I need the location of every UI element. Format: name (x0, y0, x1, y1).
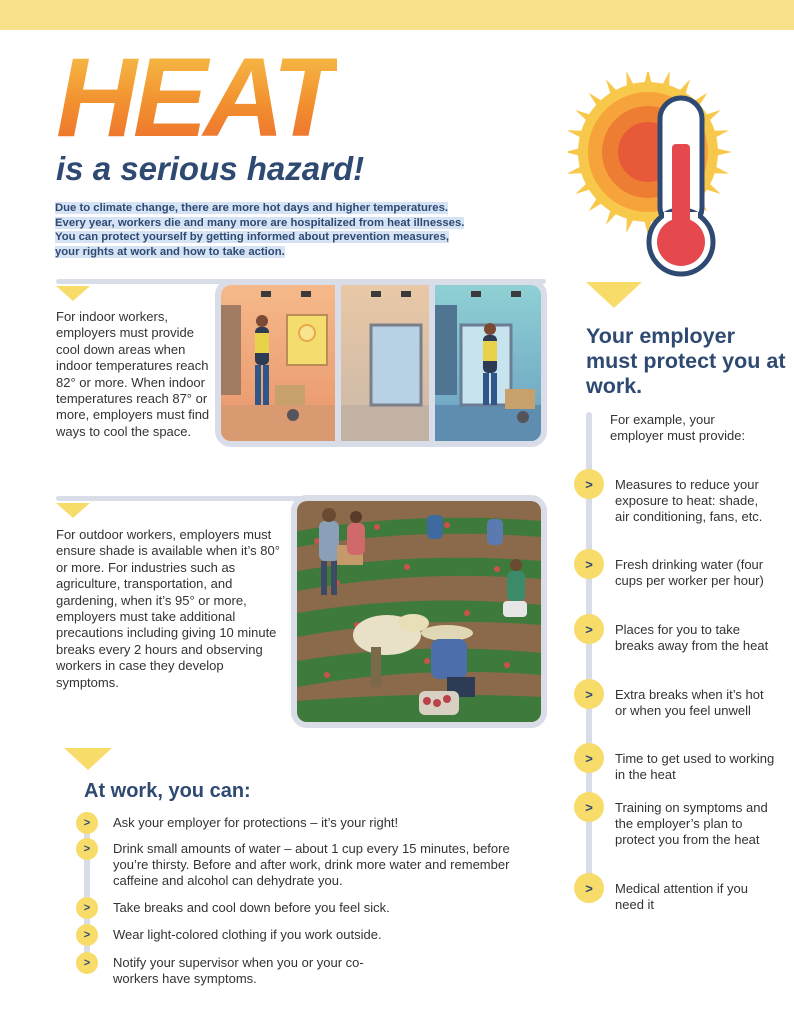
atwork-item-text: Drink small amounts of water – about 1 cup every 15 minutes, before you’re thirsty. Before and after work, drink more water and remember caffeine and alcohol can dehydrate you. (113, 841, 510, 888)
top-banner (0, 0, 794, 30)
employer-item-text: Time to get used to working in the heat (615, 751, 775, 782)
chevron-right-icon: > (574, 873, 604, 903)
intro-line: your rights at work and how to take action. (55, 245, 285, 258)
atwork-item-text: Ask your employer for protections – it’s your right! (113, 815, 399, 830)
outdoor-triangle (56, 503, 90, 518)
employer-list-item (574, 873, 775, 913)
atwork-list-item (76, 897, 533, 919)
chevron-right-icon: > (76, 952, 98, 974)
employer-example-text: For example, your employer must provide: (610, 412, 746, 443)
atwork-item-text: Take breaks and cool down before you feel sick. (113, 900, 390, 915)
atwork-triangle (64, 748, 112, 770)
chevron-right-icon: > (574, 614, 604, 644)
employer-triangle (586, 282, 642, 308)
employer-item-text: Fresh drinking water (four cups per worker per hour) (615, 557, 764, 588)
sun-ray (568, 164, 588, 174)
heat-title: HEAT (56, 35, 337, 160)
atwork-item-text: Wear light-colored clothing if you work outside. (113, 927, 382, 942)
page-subtitle: is a serious hazard! (56, 150, 365, 187)
indoor-text: For indoor workers, employers must provide cool down areas when indoor temperatures reach 82° or more. When indoor temperatures reach 87° or more, employers must find ways to cool the space. (56, 309, 210, 439)
sun-ray (712, 147, 732, 156)
employer-list-item (574, 614, 775, 654)
chevron-right-icon: > (76, 924, 98, 946)
intro-line: You can protect yourself by getting informed about prevention measures, (55, 231, 449, 243)
chevron-right-icon: > (574, 549, 604, 579)
employer-list-item (574, 679, 775, 719)
outdoor-text: For outdoor workers, employers must ensure shade is available when it’s 80° or more. For industries such as agriculture, transportation, and gardening, when it’s 95° or more, employers must take additional precautions including giving 10 minute breaks every 2 hours and observing workers in case they develop symptoms. (56, 527, 280, 690)
sun-ray (568, 130, 588, 140)
atwork-list-item (76, 838, 533, 889)
sun-ray (708, 130, 729, 140)
atwork-list-item (76, 924, 533, 946)
employer-list-item (574, 743, 775, 783)
atwork-rail (84, 812, 90, 972)
employer-item-text: Extra breaks when it’s hot or when you feel unwell (615, 687, 764, 718)
chevron-right-icon: > (76, 897, 98, 919)
sun-ray (643, 72, 652, 88)
sun-ray (568, 147, 584, 156)
atwork-list-item (76, 812, 533, 834)
sun-ray (626, 212, 636, 233)
thermometer-icon (649, 98, 713, 274)
warehouse-scene (221, 285, 541, 441)
indoor-illustration (215, 279, 547, 447)
intro-paragraph (55, 201, 515, 259)
atwork-list-item (76, 952, 393, 987)
sun-thermometer-icon (568, 72, 738, 282)
employer-section-title: Your employer must protect you at work. (586, 324, 786, 398)
chevron-right-icon: > (574, 469, 604, 499)
employer-item-text: Places for you to take breaks away from the heat (615, 622, 769, 653)
indoor-triangle (56, 286, 90, 301)
intro-line: Every year, workers die and many more are hospitalized from heat illnesses. (55, 216, 465, 229)
atwork-section-title: At work, you can: (84, 780, 251, 802)
employer-item-text: Training on symptoms and the employer’s plan to protect you from the heat (615, 800, 768, 847)
chevron-right-icon: > (574, 679, 604, 709)
sun-ray (626, 72, 636, 92)
farm-field-scene (297, 501, 541, 722)
chevron-right-icon: > (574, 743, 604, 773)
intro-line: Due to climate change, there are more hot days and higher temperatures. (55, 202, 448, 214)
employer-list-item (574, 792, 775, 848)
employer-list-item (574, 549, 775, 589)
sun-ray (660, 72, 670, 92)
chevron-right-icon: > (574, 792, 604, 822)
employer-item-text: Measures to reduce your exposure to heat: shade, air conditioning, fans, etc. (615, 477, 763, 524)
chevron-right-icon: > (76, 812, 98, 834)
employer-list-item (574, 469, 775, 525)
employer-item-text: Medical attention if you need it (615, 881, 748, 912)
atwork-item-text: Notify your supervisor when you or your co-workers have symptoms. (113, 955, 364, 986)
chevron-right-icon: > (76, 838, 98, 860)
outdoor-illustration (291, 495, 547, 728)
sun-ray (708, 164, 729, 174)
